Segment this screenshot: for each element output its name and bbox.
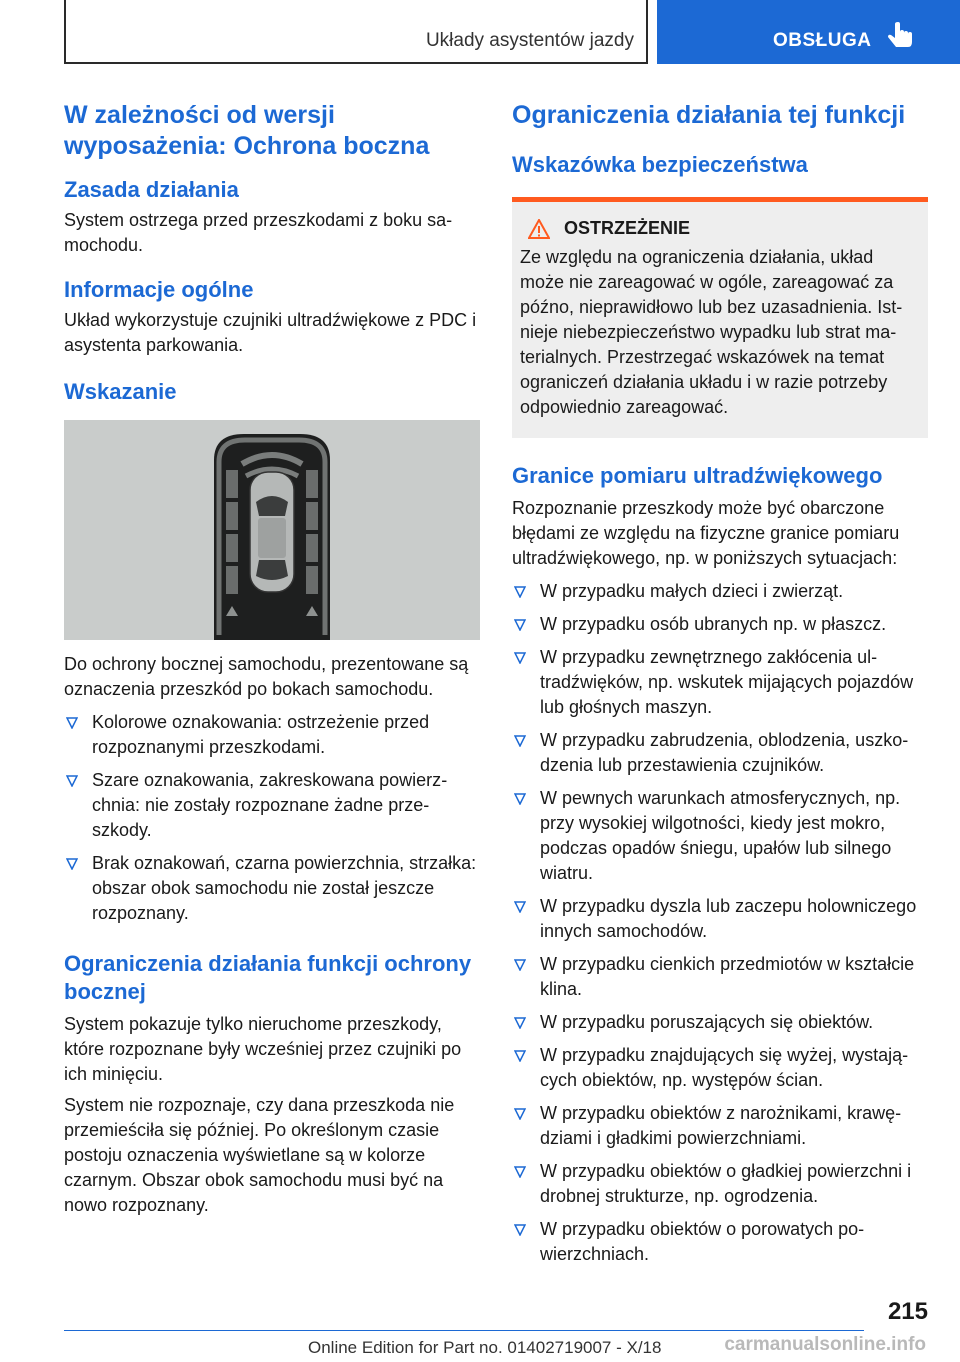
triangle-bullet-icon	[514, 586, 526, 598]
triangle-bullet-icon	[514, 1108, 526, 1120]
list-item	[512, 1010, 928, 1035]
triangle-bullet-icon	[66, 717, 78, 729]
warning-box	[512, 197, 928, 438]
list-item-text: W przypadku obiektów z narożnikami, krawędziami i gładkimi powierzchniami.	[540, 1103, 902, 1148]
header-title: Układy asystentów jazdy	[425, 30, 634, 51]
limitations-paragraph-1: System pokazuje tylko nieruchome przeszkody, które rozpoznane były wcześniej przez czujniki po ich minięciu.	[64, 1014, 462, 1084]
list-item	[512, 1217, 928, 1267]
list-item-text: W przypadku obiektów o gładkiej powierzchni i drobnej strukturze, np. ogrodzenia.	[540, 1161, 912, 1206]
list-item-text: W przypadku osób ubranych np. w płaszcz.	[540, 614, 887, 634]
warning-triangle-icon	[528, 219, 550, 239]
section-title-ultrasonic: Granice pomiaru ultradźwiękowego	[512, 463, 883, 488]
header-tab[interactable]	[657, 0, 960, 64]
header-tab-label: OBSŁUGA	[773, 30, 872, 51]
triangle-bullet-icon	[514, 735, 526, 747]
left-column	[64, 100, 480, 1218]
left-heading: W zależności od wersji wyposażenia: Ochrona boczna	[64, 101, 430, 160]
footer-edition-text: Online Edition for Part no. 01402719007 - X/18	[308, 1338, 662, 1357]
left-bullet-list	[64, 710, 480, 926]
section-text-general: Układ wykorzystuje czujniki ultradźwiękowe z PDC i asystenta parkowania.	[64, 310, 477, 355]
list-item	[512, 645, 928, 720]
triangle-bullet-icon	[514, 1166, 526, 1178]
list-item	[512, 728, 928, 778]
right-heading: Ograniczenia działania tej funkcji	[512, 101, 906, 129]
list-item-text: W przypadku zewnętrznego zakłócenia ultradźwięków, np. wskutek mijających pojazdów lub głośnych maszyn.	[540, 647, 914, 717]
list-item	[64, 710, 480, 760]
list-item	[64, 768, 480, 843]
list-item-text: W przypadku małych dzieci i zwierząt.	[540, 581, 844, 601]
section-title-general: Informacje ogólne	[64, 277, 254, 302]
list-item	[512, 1101, 928, 1151]
list-item	[64, 851, 480, 926]
limitations-paragraph-2: System nie rozpoznaje, czy dana przeszkoda nie przemieściła się później. Po określonym czasie postoju oznaczenia wyświetlane są w kolorze czarnym. Obszar obok samochodu musi być na nowo rozpoznany.	[64, 1095, 455, 1215]
page-number: 215	[887, 1298, 928, 1325]
list-item-text: W przypadku zabrudzenia, oblodzenia, uszkodzenia lub przestawienia czujników.	[540, 730, 909, 775]
triangle-bullet-icon	[514, 793, 526, 805]
warning-text: Ze względu na ograniczenia działania, układ może nie zareagować w ogóle, zareagować za późno, nieprawidłowo lub bez uzasadnienia. Istnieje niebezpieczeństwo wypadku lub strat materialnych. Przestrzegać wskazówek na temat ograniczeń działania układu i w razie potrzeby odpowiednio zareagować.	[520, 247, 903, 417]
triangle-bullet-icon	[514, 1050, 526, 1062]
warning-title: OSTRZEŻENIE	[564, 218, 691, 238]
side-protection-figure	[64, 420, 480, 640]
triangle-bullet-icon	[66, 858, 78, 870]
list-item	[512, 952, 928, 1002]
list-item-text: W przypadku znajdujących się wyżej, wystających obiektów, np. występów ścian.	[540, 1045, 909, 1090]
list-item	[512, 1159, 928, 1209]
section-text-principle: System ostrzega przed przeszkodami z boku samochodu.	[64, 210, 453, 255]
footer-divider	[64, 1330, 864, 1331]
list-item-text: W pewnych warunkach atmosferycznych, np. przy wysokiej wilgotności, kiedy jest mokro, podczas opadów śniegu, upałów lub silnego wiatru.	[540, 788, 901, 883]
triangle-bullet-icon	[514, 652, 526, 664]
list-item	[512, 894, 928, 944]
list-item-text: W przypadku obiektów o porowatych powierzchniach.	[540, 1219, 865, 1264]
triangle-bullet-icon	[66, 775, 78, 787]
section-title-limitations: Ograniczenia działania funkcji ochrony bocznej	[64, 951, 472, 1004]
ultrasonic-intro-text: Rozpoznanie przeszkody może być obarczone błędami ze względu na fizyczne granice pomiaru ultradźwiękowego, np. w poniższych sytuacjach:	[512, 498, 900, 568]
right-column	[512, 100, 928, 1267]
list-item-text: Kolorowe oznakowania: ostrzeżenie przed rozpoznanymi przeszkodami.	[92, 712, 430, 757]
list-item	[512, 579, 928, 604]
figure-caption-text: Do ochrony bocznej samochodu, prezentowane są oznaczenia przeszkód po bokach samochodu.	[64, 654, 469, 699]
list-item	[512, 1043, 928, 1093]
list-item-text: W przypadku cienkich przedmiotów w kształcie klina.	[540, 954, 915, 999]
list-item	[512, 786, 928, 886]
triangle-bullet-icon	[514, 1017, 526, 1029]
triangle-bullet-icon	[514, 901, 526, 913]
list-item	[512, 612, 928, 637]
pointing-hand-icon	[887, 22, 913, 54]
list-item-text: W przypadku poruszających się obiektów.	[540, 1012, 874, 1032]
warning-header	[520, 218, 920, 239]
section-title-display: Wskazanie	[64, 379, 177, 404]
watermark: carmanualsonline.info	[724, 1334, 926, 1355]
list-item-text: W przypadku dyszla lub zaczepu holowniczego innych samochodów.	[540, 896, 917, 941]
triangle-bullet-icon	[514, 1224, 526, 1236]
right-bullet-list	[512, 579, 928, 1267]
section-title-principle: Zasada działania	[64, 177, 239, 202]
triangle-bullet-icon	[514, 959, 526, 971]
list-item-text: Szare oznakowania, zakreskowana powierzchnia: nie zostały rozpoznane żadne przeszkody.	[92, 770, 448, 840]
list-item-text: Brak oznakowań, czarna powierzchnia, strzałka: obszar obok samochodu nie został jeszcze rozpoznany.	[92, 853, 477, 923]
section-title-safety: Wskazówka bezpieczeństwa	[512, 152, 808, 177]
triangle-bullet-icon	[514, 619, 526, 631]
car-top-view-illustration	[64, 420, 480, 640]
header-box	[64, 0, 648, 64]
